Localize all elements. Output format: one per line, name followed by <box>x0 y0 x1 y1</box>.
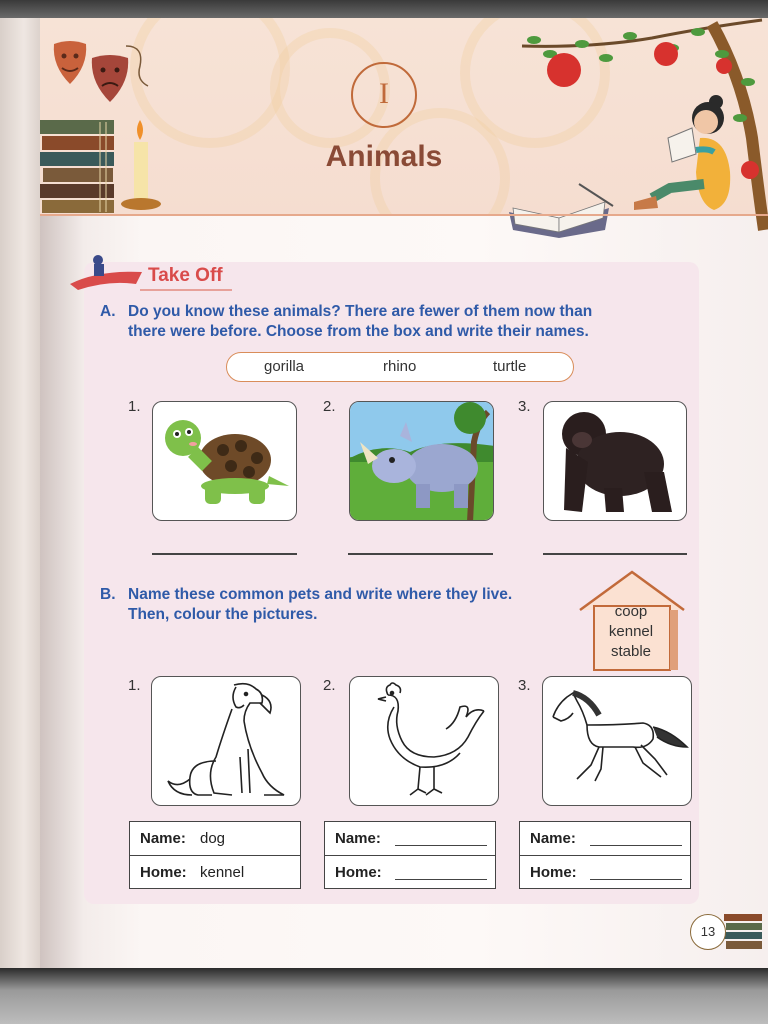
book-stack-icon <box>40 118 118 214</box>
home-row <box>130 856 300 890</box>
footer-books-icon <box>722 912 766 952</box>
pet-info-box <box>129 821 301 889</box>
rhino-picture <box>349 401 494 521</box>
name-answer[interactable]: dog <box>200 830 226 847</box>
answer-line[interactable] <box>543 553 687 555</box>
home-label: Home: <box>140 864 187 881</box>
home-label: Home: <box>530 864 577 881</box>
house-word-list <box>596 602 666 662</box>
scan-left-edge <box>0 18 40 973</box>
gorilla-picture <box>543 401 687 521</box>
dog-outline-illustration <box>152 677 301 806</box>
theatre-masks-icon <box>52 36 152 106</box>
scan-bottom-edge <box>0 968 768 1024</box>
house-word: coop <box>614 603 648 620</box>
home-row <box>520 856 690 890</box>
pet-info-box <box>519 821 691 889</box>
name-answer-line[interactable] <box>590 845 682 846</box>
question-b-letter: B. <box>100 586 116 603</box>
dog-picture <box>151 676 301 806</box>
chapter-title: Animals <box>325 140 443 173</box>
gorilla-illustration <box>544 402 687 521</box>
home-row <box>325 856 495 890</box>
name-label: Name: <box>530 830 576 847</box>
horse-picture <box>542 676 692 806</box>
name-answer-line[interactable] <box>395 845 487 846</box>
item-number: 1. <box>128 398 141 415</box>
pet-info-box <box>324 821 496 889</box>
word-box-item: rhino <box>383 358 417 375</box>
home-label: Home: <box>335 864 382 881</box>
hen-picture <box>349 676 499 806</box>
name-row <box>130 822 300 856</box>
home-answer-line[interactable] <box>395 879 487 880</box>
magic-carpet-icon <box>68 250 148 292</box>
question-a-letter: A. <box>100 303 116 320</box>
chapter-number: I <box>351 62 417 128</box>
scan-top-edge <box>0 0 768 18</box>
item-number: 2. <box>323 677 336 694</box>
word-box <box>226 352 574 382</box>
rhino-illustration <box>350 402 494 521</box>
answer-line[interactable] <box>348 553 493 555</box>
question-b <box>100 585 578 625</box>
question-a-line2: there were before. Choose from the box and write their names. <box>128 323 589 340</box>
house-word: kennel <box>608 623 654 640</box>
name-row <box>325 822 495 856</box>
name-label: Name: <box>140 830 186 847</box>
name-row <box>520 822 690 856</box>
question-b-line2: Then, colour the pictures. <box>128 606 318 623</box>
question-a-line1: Do you know these animals? There are fewer of them now than <box>128 303 593 320</box>
section-title: Take Off <box>148 265 223 286</box>
item-number: 3. <box>518 677 531 694</box>
open-book-icon <box>505 182 617 240</box>
turtle-picture <box>152 401 297 521</box>
hen-outline-illustration <box>350 677 499 806</box>
question-a <box>100 302 688 342</box>
section-title-underline <box>140 289 232 291</box>
header-divider <box>40 214 768 216</box>
name-label: Name: <box>335 830 381 847</box>
item-number: 1. <box>128 677 141 694</box>
question-b-line1: Name these common pets and write where they live. <box>128 586 513 603</box>
answer-line[interactable] <box>152 553 297 555</box>
candle-icon <box>120 118 166 214</box>
word-box-item: gorilla <box>264 358 305 375</box>
word-box-item: turtle <box>493 358 527 375</box>
horse-outline-illustration <box>543 677 692 806</box>
home-answer[interactable]: kennel <box>200 864 245 881</box>
home-answer-line[interactable] <box>590 879 682 880</box>
page-number: 13 <box>690 914 726 950</box>
house-word: stable <box>610 643 652 660</box>
item-number: 2. <box>323 398 336 415</box>
item-number: 3. <box>518 398 531 415</box>
girl-reading-illustration <box>630 92 742 214</box>
turtle-illustration <box>153 402 297 521</box>
